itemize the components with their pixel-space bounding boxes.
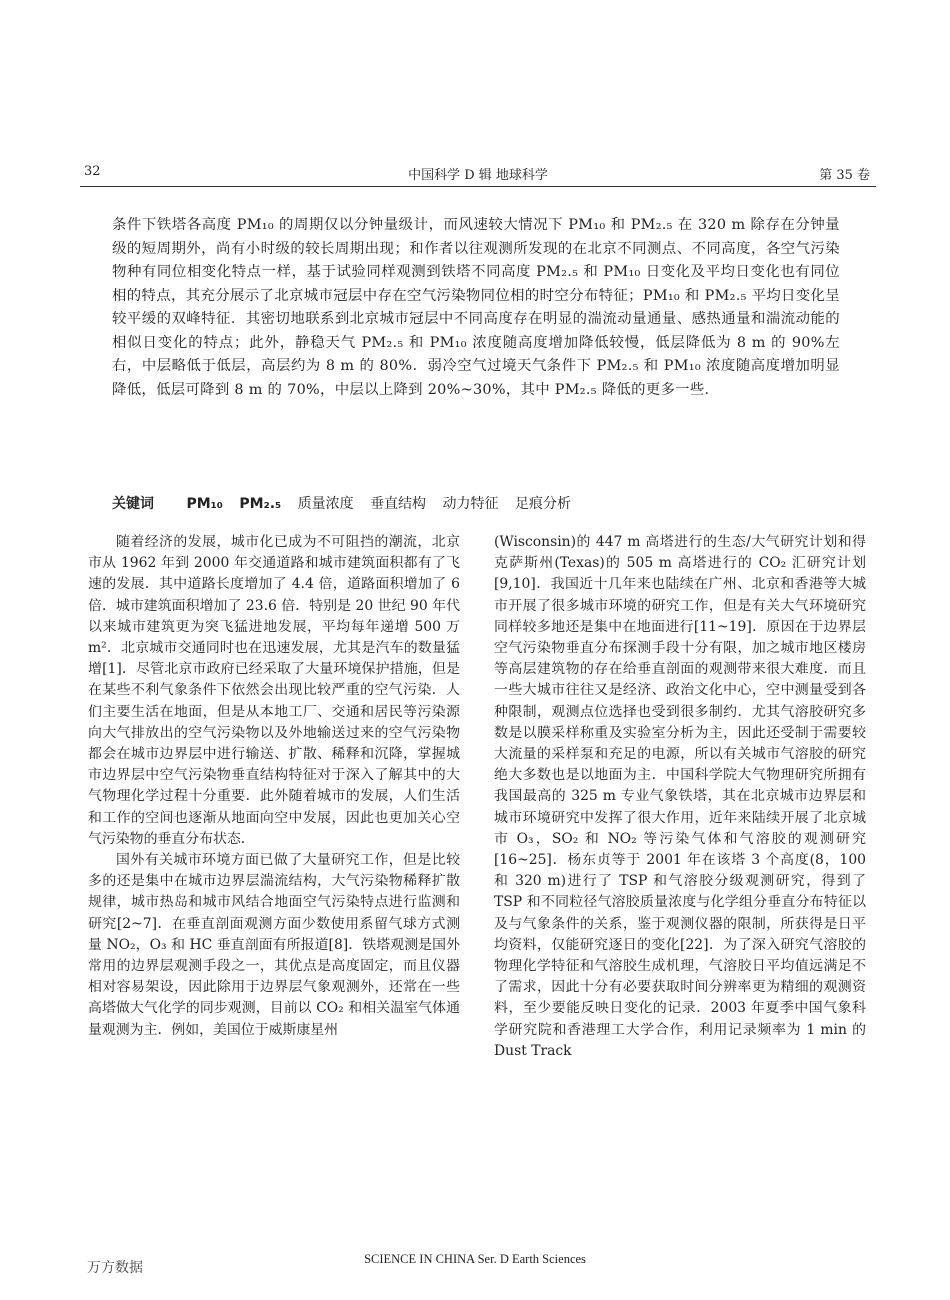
body-paragraph: (Wisconsin)的 447 m 高塔进行的生态/大气研究计划和得克萨斯州(Texas)的 505 m 高塔进行的 CO₂ 汇研究计划[9,10]．我国近十几年来也陆续在广州、北京和香港等大城市开展了很多城市环境的研究工作，但是有关大气环境研究同样较多地还是集中在地面进行[11~19]．原因在于边界层空气污染物垂直分布探测手段十分有限，加之城市地区楼房等高层建筑物的存在给垂直剖面的观测带来很大难度．而且一些大城市往往又是经济、政治文化中心，空中测量受到各种限制，观测点位选择也受到很多制约．尤其气溶胶研究多数是以膜采样称重及实验室分析为主，因此还受制于需要较大流量的采样泵和充足的电源，所以有关城市气溶胶的研究绝大多数也是以地面为主．中国科学院大气物理研究所拥有我国最高的 325 m 专业气象铁塔，其在北京城市边界层和城市环境研究中发挥了很大作用，近年来陆续开展了北京城市 O₃，SO₂ 和 NO₂ 等污染气体和气溶胶的观测研究[16~25]．杨东贞等于 2001 年在该塔 3 个高度(8，100 和 320 m)进行了 TSP 和气溶胶分级观测研究，得到了 TSP 和不同粒径气溶胶质量浓度与化学组分垂直分布特征以及与气象条件的关系，鉴于观测仪器的限制，所获得是日平均资料，仅能研究逐日的变化[22]．为了深入研究气溶胶的物理化学特征和气溶胶生成机理，气溶胶日平均值远满足不了需求，因此十分有必要获取时间分辨率更为精细的观测资料，至少要能反映日变化的记录．2003 年夏季中国气象科学研究院和香港理工大学合作，利用记录频率为 1 min 的 Dust Track bbox=[494, 534, 866, 1059]
keyword: PM₂.₅ bbox=[239, 496, 282, 512]
abstract-block bbox=[112, 214, 840, 402]
keyword: PM₁₀ bbox=[186, 496, 223, 512]
body-paragraph: 随着经济的发展，城市化已成为不可阻挡的潮流，北京市从 1962 年到 2000 年交通道路和城市建筑面积都有了飞速的发展．其中道路长度增加了 4.4 倍，道路面积增加了 6 倍．城市建筑面积增加了 23.6 倍．特别是 20 世纪 90 年代以来城市建筑更为突飞猛进地发展，平均每年递增 500 万 m²．北京城市交通同时也在迅速发展，尤其是汽车的数量猛增[1]．尽管北京市政府已经采取了大量环境保护措施，但是在某些不利气象条件下依然会出现比较严重的空气污染．人们主要生活在地面，但是从本地工厂、交通和居民等污染源向大气排放出的空气污染物以及外地输送过来的空气污染物都会在城市边界层中进行输送、扩散、稀释和沉降，掌握城市边界层中空气污染物垂直结构特征对于深入了解其中的大气物理化学过程十分重要．此外随着城市的发展，人们生活和工作的空间也逐渐从地面向空中发展，因此也更加关心空气污染物的垂直分布状态． bbox=[88, 534, 460, 847]
keywords-label: 关键词 bbox=[112, 496, 154, 512]
volume-label: 第 35 卷 bbox=[819, 168, 870, 183]
footer-journal: SCIENCE IN CHINA Ser. D Earth Sciences bbox=[364, 1252, 586, 1266]
page-number: 32 bbox=[84, 164, 101, 179]
body-paragraph: 国外有关城市环境方面已做了大量研究工作，但是比较多的还是集中在城市边界层湍流结构，大气污染物稀释扩散规律，城市热岛和城市风结合地面空气污染特点进行监测和研究[2~7]．在垂直剖面观测方面少数使用系留气球方式测量 NO₂，O₃ 和 HC 垂直剖面有所报道[8]．铁塔观测是国外常用的边界层观测手段之一，其优点是高度固定，而且仪器相对容易架设，因此除用于边界层气象观测外，还常在一些高塔做大气化学的同步观测，目前以 CO₂ 和相关温室气体通量观测为主．例如，美国位于威斯康星州 bbox=[88, 852, 460, 1038]
header-rule bbox=[80, 186, 876, 187]
journal-title: 中国科学 D 辑 地球科学 bbox=[408, 168, 548, 183]
keywords-line bbox=[112, 493, 840, 513]
keyword: 垂直结构 bbox=[370, 496, 427, 512]
keyword: 足痕分析 bbox=[514, 496, 571, 512]
keyword: 动力特征 bbox=[442, 496, 499, 512]
keyword: 质量浓度 bbox=[297, 496, 354, 512]
left-column bbox=[88, 532, 460, 1041]
footer-watermark: 万方数据 bbox=[87, 1260, 143, 1276]
abstract-text: 条件下铁塔各高度 PM₁₀ 的周期仅以分钟量级计，而风速较大情况下 PM₁₀ 和 PM₂.₅ 在 320 m 除存在分钟量级的短周期外，尚有小时级的较长周期出现；和作者以往观测所发现的在北京不同测点、不同高度，各空气污染物种有同位相变化特点一样，基于试验同样观测到铁塔不同高度 PM₂.₅ 和 PM₁₀ 日变化及平均日变化也有同位相的特点，其充分展示了北京城市冠层中存在空气污染物同位相的时空分布特征；PM₁₀ 和 PM₂.₅ 平均日变化呈较平缓的双峰特征．其密切地联系到北京城市冠层中不同高度存在明显的湍流动量通量、感热通量和湍流动能的相似日变化的特点；此外，静稳天气 PM₂.₅ 和 PM₁₀ 浓度随高度增加降低较慢，低层降低为 8 m 的 90%左右，中层略低于低层，高层约为 8 m 的 80%．弱冷空气过境天气条件下 PM₂.₅ 和 PM₁₀ 浓度随高度增加明显降低，低层可降到 8 m 的 70%，中层以上降到 20%~30%，其中 PM₂.₅ 降低的更多一些． bbox=[112, 217, 840, 398]
right-column bbox=[494, 532, 866, 1062]
